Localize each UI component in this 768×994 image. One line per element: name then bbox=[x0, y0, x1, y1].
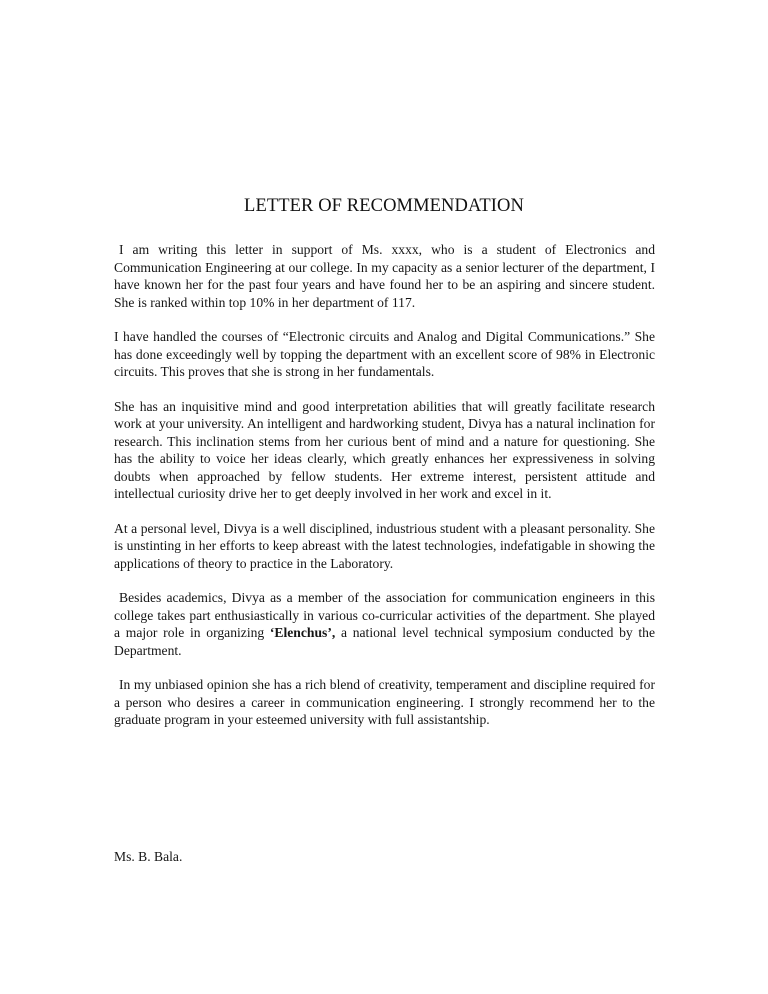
event-name-elenchus: ‘Elenchus’, bbox=[269, 625, 336, 640]
paragraph-research-aptitude: She has an inquisitive mind and good interpretation abilities that will greatly facilitate research work at your university. An intelligent and hardworking student, Divya has a natural inclination for research. This inclination stems from her curious bent of mind and a nature for questioning. She has the ability to voice her ideas clearly, which greatly enhances her expressiveness in solving doubts when approached by fellow students. Her extreme interest, persistent attitude and intellectual curiosity drive her to get deeply involved in her work and excel in it. bbox=[114, 398, 655, 501]
letter-title: LETTER OF RECOMMENDATION bbox=[244, 196, 524, 216]
paragraph-intro: I am writing this letter in support of Ms. xxxx, who is a student of Electronics and Communication Engineering at our college. In my capacity as a senior lecturer of the department, I have known her for the past four years and have found her to be an aspiring and sincere student. She is ranked within top 10% in her department of 117. bbox=[114, 242, 655, 310]
paragraph-recommendation: In my unbiased opinion she has a rich blend of creativity, temperament and discipline required for a person who desires a career in communication engineering. I strongly recommend her to the graduate program in your esteemed university with full assistantship. bbox=[114, 677, 655, 727]
signature-name: Ms. B. Bala. bbox=[114, 849, 183, 864]
paragraph-extracurricular-text-1: Besides academics, Divya as a member of the association for communication engineers in this college takes part enthusiastically in various co-curricular activities of the department. She played a major role in organizing bbox=[114, 590, 655, 640]
paragraph-personal-level: At a personal level, Divya is a well disciplined, industrious student with a pleasant personality. She is unstinting in her efforts to keep abreast with the latest technologies, indefatigable in showing the applications of theory to practice in the Laboratory. bbox=[114, 520, 655, 571]
paragraph-courses: I have handled the courses of “Electronic circuits and Analog and Digital Communications.” She has done exceedingly well by topping the department with an excellent score of 98% in Electronic circuits. This proves that she is strong in her fundamentals. bbox=[114, 329, 655, 379]
paragraph-extracurricular bbox=[114, 589, 655, 659]
letter-body bbox=[114, 241, 655, 746]
paragraph-extracurricular-text-2: a national level technical symposium conducted by the Department. bbox=[114, 625, 655, 658]
